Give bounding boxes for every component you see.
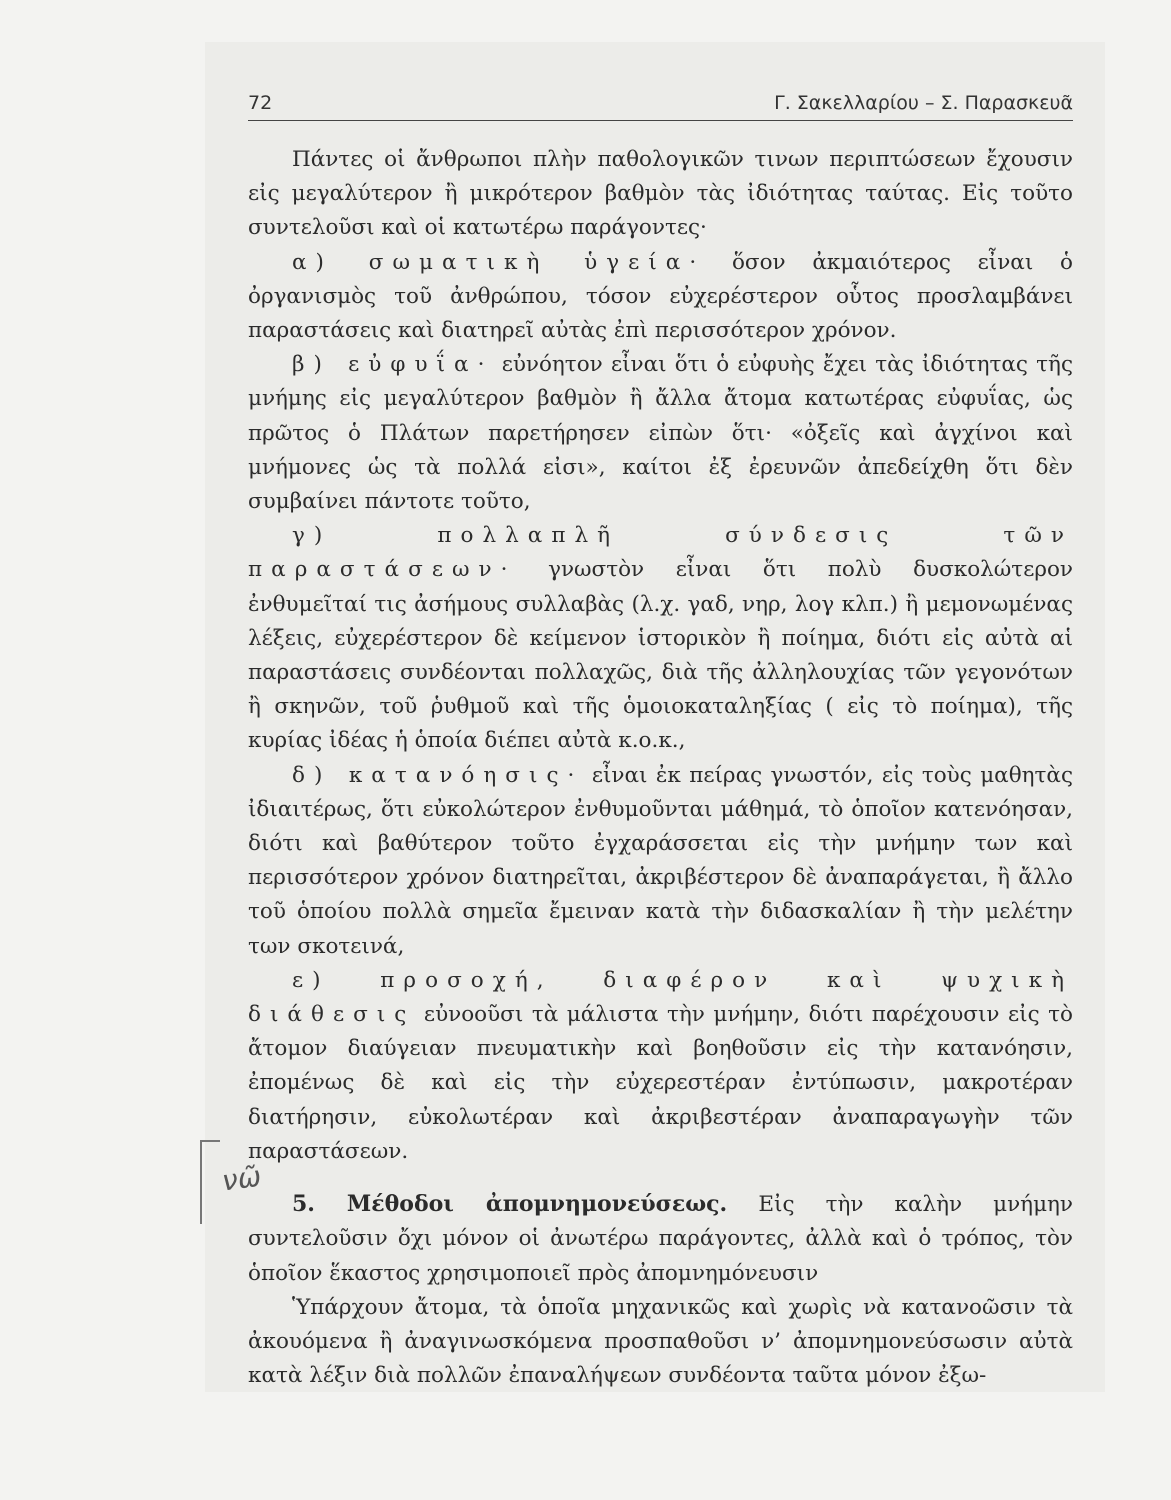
item-label: β) εὐφυΐα· — [292, 352, 494, 378]
section-paragraph — [248, 1187, 1073, 1291]
page-number: 72 — [248, 92, 273, 114]
item-text: εὐνόητον εἶναι ὅτι ὁ εὐφυὴς ἔχει τὰς ἰδιότητας τῆς μνήμης εἰς μεγαλύτερον βαθμὸν ἢ ἄλλα ἄτομα κατωτέρας εὐφυΐας, ὡς πρῶτος ὁ Πλάτων παρετήρησεν εἰπὼν ὅτι· «ὀξεῖς καὶ ἀγχίνοι καὶ μνήμονες ὡς τὰ πολλά εἰσι», καίτοι ἐξ ἐρευνῶν ἀπεδείχθη ὅτι δὲν συμβαίνει πάντοτε τοῦτο, — [248, 352, 1073, 515]
paragraph-item-e — [248, 964, 1073, 1169]
item-text: γνωστὸν εἶναι ὅτι πολὺ δυσκολώτερον ἐνθυμεῖταί τις ἀσήμους συλλαβὰς (λ.χ. γαδ, νηρ, λογ κλπ.) ἢ μεμονωμένας λέξεις, εὐχερέστερον δὲ κείμενον ἱστορικὸν ἢ ποίημα, διότι εἰς αὐτὰ αἱ παραστάσεις συνδέονται πολλαχῶς, διὰ τῆς ἀλληλουχίας τῶν γεγονότων ἢ σκηνῶν, τοῦ ῥυθμοῦ καὶ τῆς ὁμοιοκαταληξίας ( εἰς τὸ ποίημα), τῆς κυρίας ἰδέας ἡ ὁποία διέπει αὐτὰ κ.ο.κ., — [248, 557, 1073, 754]
item-text: εὐνοοῦσι τὰ μάλιστα τὴν μνήμην, διότι παρέχουσιν εἰς τὸ ἄτομον διαύγειαν πνευματικὴν καὶ βοηθοῦσιν εἰς τὴν κατανόησιν, ἐπομένως δὲ καὶ εἰς τὴν εὐχερεστέραν ἐντύπωσιν, μακροτέραν διατήρησιν, εὐκολωτέραν καὶ ἀκριβεστέραν ἀναπαραγωγὴν τῶν παραστάσεων. — [248, 1002, 1073, 1164]
item-label: γ) πολλαπλῆ σύνδεσις τῶν παραστάσεων· — [248, 523, 1073, 583]
paragraph-text: Πάντες οἱ ἄνθρωποι πλὴν παθολογικῶν τινων περιπτώσεων ἔχουσιν εἰς μεγαλύτερον ἢ μικρότερον βαθμὸν τὰς ἰδιότητας ταύτας. Εἰς τοῦτο συντελοῦσι καὶ οἱ κατωτέρω παράγοντες· — [248, 147, 1073, 241]
paragraph-item-b — [248, 348, 1073, 519]
handwritten-margin-note: νῶ — [219, 1159, 264, 1198]
item-label: δ) κατανόησις· — [292, 762, 584, 788]
paragraph-item-c — [248, 519, 1073, 758]
item-text: εἶναι ἐκ πείρας γνωστόν, εἰς τοὺς μαθητὰς ἰδιαιτέρως, ὅτι εὐκολώτερον ἐνθυμοῦνται μάθημά, τὸ ὁποῖον κατενόησαν, διότι καὶ βαθύτερον τοῦτο ἐγχαράσσεται εἰς τὴν μνήμην των καὶ περισσότερον χρόνον διατηρεῖται, ἀκριβέστερον δὲ ἀναπαράγεται, ἢ ἄλλο τοῦ ὁποίου πολλὰ σημεῖα ἔμειναν κατὰ τὴν διδασκαλίαν ἢ τὴν μελέτην των σκοτεινά, — [248, 762, 1073, 959]
section-text: Εἰς τὴν καλὴν μνήμην συντελοῦσιν ὄχι μόνον οἱ ἀνωτέρω παράγοντες, ἀλλὰ καὶ ὁ τρόπος, τὸν ὁποῖον ἕκαστος χρησιμοποιεῖ πρὸς ἀπομνημόνευσιν — [248, 1192, 1073, 1286]
handwritten-bracket — [200, 1140, 220, 1224]
item-label: ε) προσοχή, διαφέρον καὶ ψυχικὴ διάθεσις — [248, 967, 1073, 1028]
section-heading: 5. Μέθοδοι ἀπομνημονεύσεως. — [292, 1191, 728, 1218]
followup-text: Ὑπάρχουν ἄτομα, τὰ ὁποῖα μηχανικῶς καὶ χωρὶς νὰ κατανοῶσιν τὰ ἀκουόμενα ἢ ἀναγινωσκόμενα προσπαθοῦσι ν’ ἀπομνημονεύσωσιν αὐτὰ κατὰ λέξιν διὰ πολλῶν ἐπαναλήψεων συνδέοντα ταῦτα μόνον ἐξω- — [248, 1294, 1073, 1389]
running-header — [248, 92, 1073, 121]
running-header-authors: Γ. Σακελλαρίου – Σ. Παρασκευᾶ — [774, 92, 1073, 114]
paragraph-item-d — [248, 759, 1073, 964]
section-followup — [248, 1291, 1073, 1394]
paragraph-item-a — [248, 246, 1073, 349]
paragraph-intro — [248, 143, 1073, 246]
book-page — [248, 92, 1073, 1393]
item-text: ὅσον ἀκμαιότερος εἶναι ὁ ὀργανισμὸς τοῦ ἀνθρώπου, τόσον εὐχερέστερον οὗτος προσλαμβάνει παραστάσεις καὶ διατηρεῖ αὐτὰς ἐπὶ περισσότερον χρόνον. — [248, 249, 1073, 344]
item-label: α) σωματικὴ ὑγεία· — [292, 249, 706, 275]
body-text — [248, 143, 1073, 1393]
